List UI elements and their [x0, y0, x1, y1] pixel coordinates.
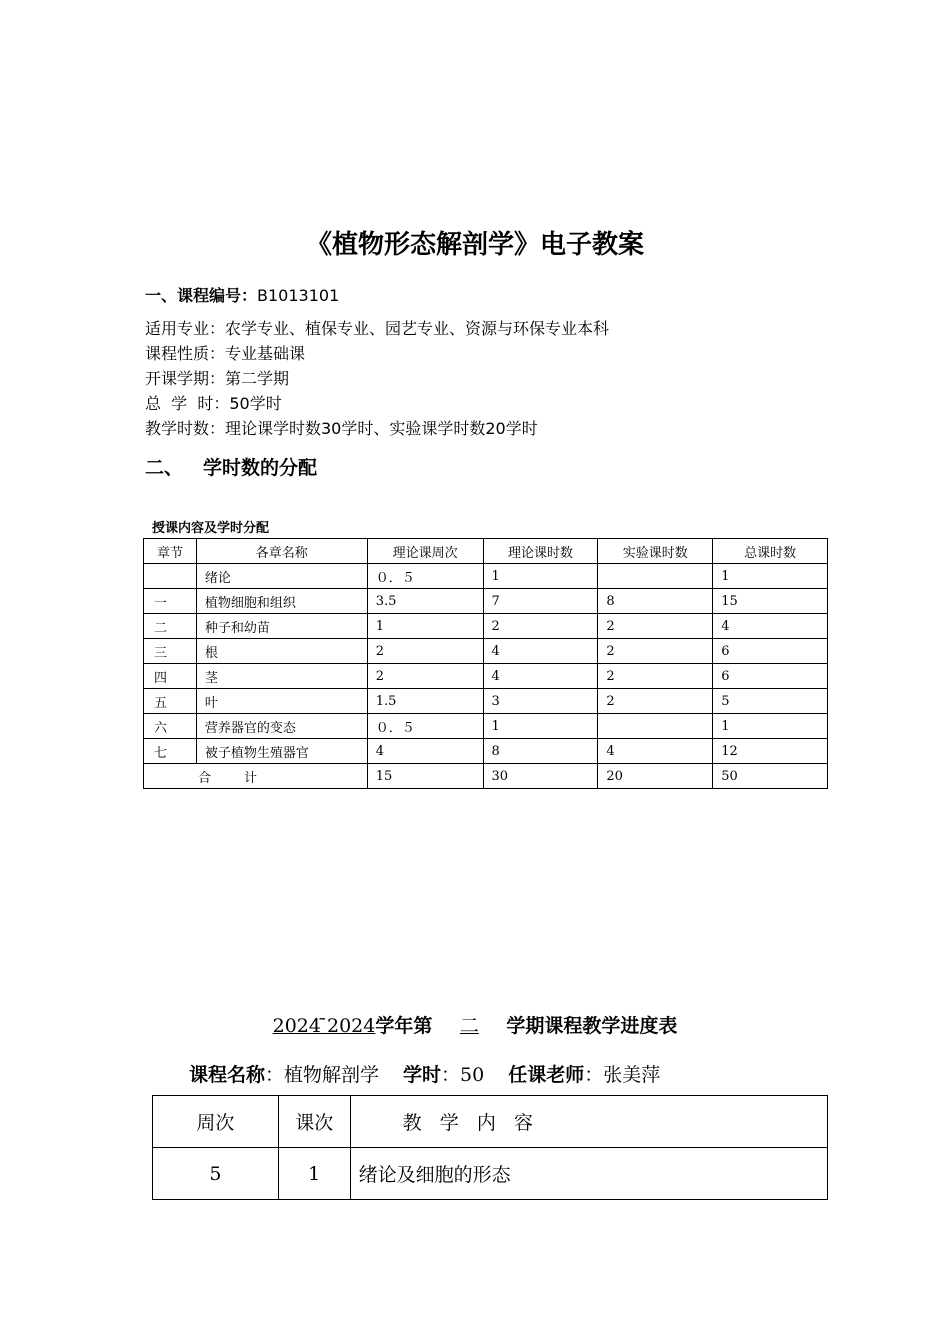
header-theory-weeks: 理论课周次 — [367, 539, 483, 564]
header-theory-hours: 理论课时数 — [483, 539, 598, 564]
info-nature: 课程性质：专业基础课 — [145, 344, 306, 363]
teacher-value: ：张美萍 — [584, 1064, 661, 1086]
table-cell: 茎 — [196, 664, 367, 689]
table-cell: 一 — [144, 589, 197, 614]
header-chapter: 章节 — [144, 539, 197, 564]
table-cell: 2 — [367, 664, 483, 689]
document-title: 《植物形态解剖学》电子教案 — [305, 230, 644, 260]
info-term: 开课学期：第二学期 — [145, 369, 290, 388]
table-cell — [144, 564, 197, 589]
table-row — [144, 739, 828, 764]
schedule-term: 二 — [459, 1015, 479, 1037]
total-cell: 15 — [367, 764, 483, 789]
table-cell: 二 — [144, 614, 197, 639]
table-row — [144, 589, 828, 614]
header-total-hours: 总课时数 — [713, 539, 828, 564]
header-lesson: 课次 — [278, 1096, 350, 1148]
table-cell: 1 — [483, 564, 598, 589]
teacher-label: 任课老师 — [508, 1064, 585, 1086]
table-cell: 1 — [713, 714, 828, 739]
total-label: 合 计 — [144, 764, 368, 789]
table-cell: 种子和幼苗 — [196, 614, 367, 639]
table-cell: 叶 — [196, 689, 367, 714]
table-cell: 三 — [144, 639, 197, 664]
table-cell: 植物细胞和组织 — [196, 589, 367, 614]
table-cell: ０．５ — [367, 564, 483, 589]
table-cell: 4 — [713, 614, 828, 639]
table-cell: 2 — [598, 664, 713, 689]
total-cell: 50 — [713, 764, 828, 789]
table-row — [144, 564, 828, 589]
course-name-label: 课程名称 — [189, 1064, 266, 1086]
schedule-year-range: 2024 ̄2024 — [272, 1015, 376, 1037]
header-chapter-name: 各章名称 — [196, 539, 367, 564]
table-cell: 6 — [713, 639, 828, 664]
table-row — [144, 664, 828, 689]
table-cell — [598, 564, 713, 589]
total-cell: 30 — [483, 764, 598, 789]
table-row — [144, 614, 828, 639]
table-row — [144, 714, 828, 739]
info-teaching-hours: 教学时数：理论课学时数30学时、实验课学时数20学时 — [145, 419, 538, 438]
table-cell: 1 — [367, 614, 483, 639]
schedule-course-line — [189, 1060, 660, 1087]
table-cell: 根 — [196, 639, 367, 664]
info-major: 适用专业：农学专业、植保专业、园艺专业、资源与环保专业本科 — [145, 319, 610, 338]
table-cell: 被子植物生殖器官 — [196, 739, 367, 764]
hours-value: ：50 — [441, 1064, 485, 1086]
schedule-row — [153, 1148, 828, 1200]
schedule-title-mid: 学年第 — [375, 1015, 433, 1037]
total-cell: 20 — [598, 764, 713, 789]
table-cell: 8 — [598, 589, 713, 614]
info-total-hours: 总 学 时：50学时 — [145, 394, 282, 413]
table-cell: 15 — [713, 589, 828, 614]
schedule-cell: 5 — [153, 1148, 279, 1200]
course-code-value: B1013101 — [257, 286, 340, 305]
header-lab-hours: 实验课时数 — [598, 539, 713, 564]
course-code-line — [145, 283, 339, 306]
table-cell: 4 — [483, 639, 598, 664]
table-cell: 8 — [483, 739, 598, 764]
table-row — [144, 689, 828, 714]
table-caption: 授课内容及学时分配 — [152, 521, 270, 536]
table-cell: 2 — [367, 639, 483, 664]
table-cell: 绪论 — [196, 564, 367, 589]
table-cell: ０．５ — [367, 714, 483, 739]
table-cell: 12 — [713, 739, 828, 764]
table-cell: 六 — [144, 714, 197, 739]
table-cell: 4 — [598, 739, 713, 764]
table-row — [144, 639, 828, 664]
table-cell: 2 — [598, 689, 713, 714]
section2-number: 二、 — [145, 457, 184, 479]
table-cell: 3.5 — [367, 589, 483, 614]
table-cell: 7 — [483, 589, 598, 614]
section2-label: 学时数的分配 — [203, 457, 318, 479]
table-cell: 4 — [483, 664, 598, 689]
table-cell: 6 — [713, 664, 828, 689]
hours-distribution-table — [143, 538, 828, 789]
course-name-value: ：植物解剖学 — [265, 1064, 380, 1086]
table-cell: 2 — [483, 614, 598, 639]
course-code-label: 一、课程编号： — [145, 286, 258, 305]
schedule-title-end: 学期课程教学进度表 — [506, 1015, 678, 1037]
schedule-title — [0, 1011, 950, 1038]
table-total-row — [144, 764, 828, 789]
schedule-header-row — [153, 1096, 828, 1148]
table-cell: 四 — [144, 664, 197, 689]
hours-label: 学时 — [403, 1064, 442, 1086]
schedule-cell: 1 — [278, 1148, 350, 1200]
table-cell: 2 — [598, 639, 713, 664]
table-cell: 五 — [144, 689, 197, 714]
table-cell: 2 — [598, 614, 713, 639]
table-header-row — [144, 539, 828, 564]
table-cell: 3 — [483, 689, 598, 714]
table-cell: 营养器官的变态 — [196, 714, 367, 739]
course-info — [145, 316, 609, 441]
table-cell — [598, 714, 713, 739]
table-cell: 1 — [483, 714, 598, 739]
table-cell: 1 — [713, 564, 828, 589]
table-cell: 七 — [144, 739, 197, 764]
table-cell: 4 — [367, 739, 483, 764]
header-content: 教 学 内 容 — [350, 1096, 827, 1148]
schedule-table — [152, 1095, 828, 1200]
table-cell: 5 — [713, 689, 828, 714]
header-week: 周次 — [153, 1096, 279, 1148]
section2-heading — [145, 453, 317, 480]
table-cell: 1.5 — [367, 689, 483, 714]
schedule-cell: 绪论及细胞的形态 — [350, 1148, 827, 1200]
